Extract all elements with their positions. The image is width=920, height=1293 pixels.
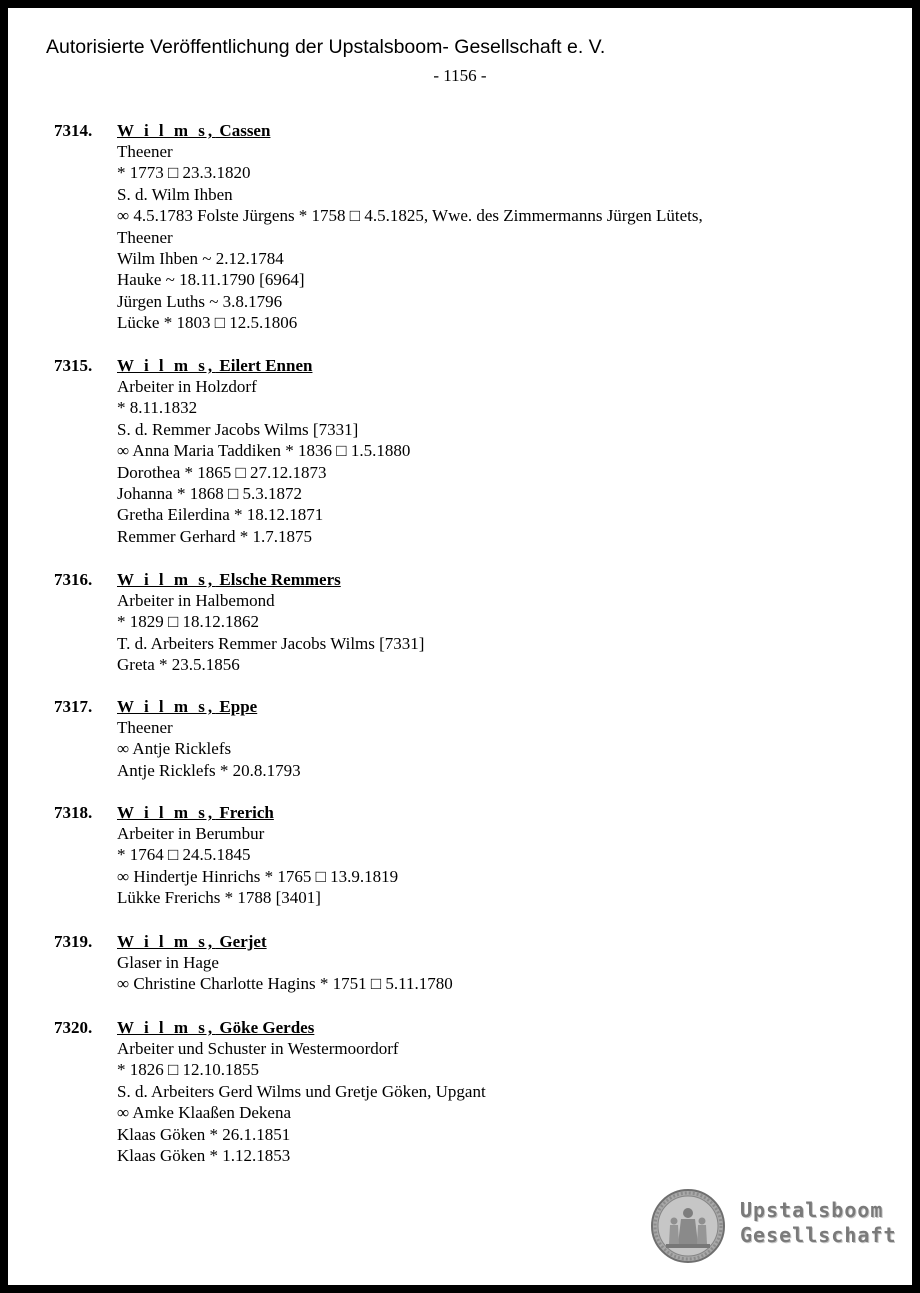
entry-line: T. d. Arbeiters Remmer Jacobs Wilms [7331] xyxy=(117,633,425,653)
entry-line: S. d. Arbeiters Gerd Wilms und Gretje Göken, Upgant xyxy=(117,1081,486,1101)
genealogy-entry xyxy=(54,569,874,676)
entry-line: ∞ Christine Charlotte Hagins * 1751 □ 5.11.1780 xyxy=(117,974,453,994)
entry-line: * 1773 □ 23.3.1820 xyxy=(117,163,251,183)
entry-line: Glaser in Hage xyxy=(117,953,219,972)
entry-line: Theener xyxy=(117,718,173,737)
entry-line: Jürgen Luths ~ 3.8.1796 xyxy=(117,291,283,311)
entry-line: Gretha Eilerdina * 18.12.1871 xyxy=(117,505,324,525)
entry-line: Arbeiter in Berumbur xyxy=(117,824,265,843)
entry-line: ∞ Antje Ricklefs xyxy=(117,739,232,759)
entry-line: ∞ Amke Klaaßen Dekena xyxy=(117,1103,292,1123)
entry-line: Arbeiter und Schuster in Westermoordorf xyxy=(117,1039,399,1058)
entry-line: Johanna * 1868 □ 5.3.1872 xyxy=(117,484,302,504)
entry-line: S. d. Wilm Ihben xyxy=(117,184,233,204)
publication-header: Autorisierte Veröffentlichung der Upstalsboom- Gesellschaft e. V. xyxy=(46,36,606,58)
entry-name: W i l m s, Gerjet xyxy=(117,932,267,951)
genealogy-entry xyxy=(54,696,874,781)
entry-line: Theener xyxy=(117,227,173,247)
entry-line: Remmer Gerhard * 1.7.1875 xyxy=(117,526,312,546)
entry-number: 7315. xyxy=(54,356,93,375)
entry-name: W i l m s, Cassen xyxy=(117,121,271,140)
entry-line: Hauke ~ 18.11.1790 [6964] xyxy=(117,270,305,290)
entry-line: Theener xyxy=(117,142,173,161)
genealogy-entry xyxy=(54,120,874,334)
entry-line: Klaas Göken * 1.12.1853 xyxy=(117,1146,291,1166)
entry-number: 7319. xyxy=(54,932,93,951)
entry-number: 7316. xyxy=(54,570,93,589)
entry-line: Arbeiter in Holzdorf xyxy=(117,377,257,396)
entry-line: Dorothea * 1865 □ 27.12.1873 xyxy=(117,462,327,482)
entry-line: ∞ Hindertje Hinrichs * 1765 □ 13.9.1819 xyxy=(117,866,399,886)
entry-line: * 1829 □ 18.12.1862 xyxy=(117,612,260,632)
entry-line: Lücke * 1803 □ 12.5.1806 xyxy=(117,313,298,333)
entry-number: 7314. xyxy=(54,121,93,140)
entry-number: 7320. xyxy=(54,1018,93,1037)
page-number: - 1156 - xyxy=(433,66,487,85)
entry-line: Lükke Frerichs * 1788 [3401] xyxy=(117,888,321,908)
entry-line: Greta * 23.5.1856 xyxy=(117,655,240,675)
entry-name: W i l m s, Elsche Remmers xyxy=(117,570,341,589)
entry-line: * 8.11.1832 xyxy=(117,398,198,418)
entry-name: W i l m s, Frerich xyxy=(117,803,274,822)
entry-line: Wilm Ihben ~ 2.12.1784 xyxy=(117,249,284,269)
entry-number: 7317. xyxy=(54,697,93,716)
entry-line: S. d. Remmer Jacobs Wilms [7331] xyxy=(117,419,359,439)
logo-wordmark: Upstalsboom Gesellschaft xyxy=(740,1198,897,1247)
entry-line: Klaas Göken * 26.1.1851 xyxy=(117,1124,291,1144)
entry-line: Arbeiter in Halbemond xyxy=(117,591,275,610)
genealogy-entry xyxy=(54,802,874,909)
genealogy-entry xyxy=(54,1017,874,1166)
entry-name: W i l m s, Göke Gerdes xyxy=(117,1018,315,1037)
society-logo xyxy=(650,1188,897,1272)
entry-name: W i l m s, Eilert Ennen xyxy=(117,356,313,375)
entry-number: 7318. xyxy=(54,803,93,822)
seal-icon xyxy=(650,1188,726,1264)
entry-line: ∞ Anna Maria Taddiken * 1836 □ 1.5.1880 xyxy=(117,441,411,461)
entry-line: * 1826 □ 12.10.1855 xyxy=(117,1060,260,1080)
entry-line: ∞ 4.5.1783 Folste Jürgens * 1758 □ 4.5.1825, Wwe. des Zimmermanns Jürgen Lütets, xyxy=(117,206,703,226)
entry-line: * 1764 □ 24.5.1845 xyxy=(117,845,251,865)
entry-line: Antje Ricklefs * 20.8.1793 xyxy=(117,760,301,780)
genealogy-entry xyxy=(54,355,874,547)
genealogy-entry xyxy=(54,931,874,995)
entry-name: W i l m s, Eppe xyxy=(117,697,258,716)
